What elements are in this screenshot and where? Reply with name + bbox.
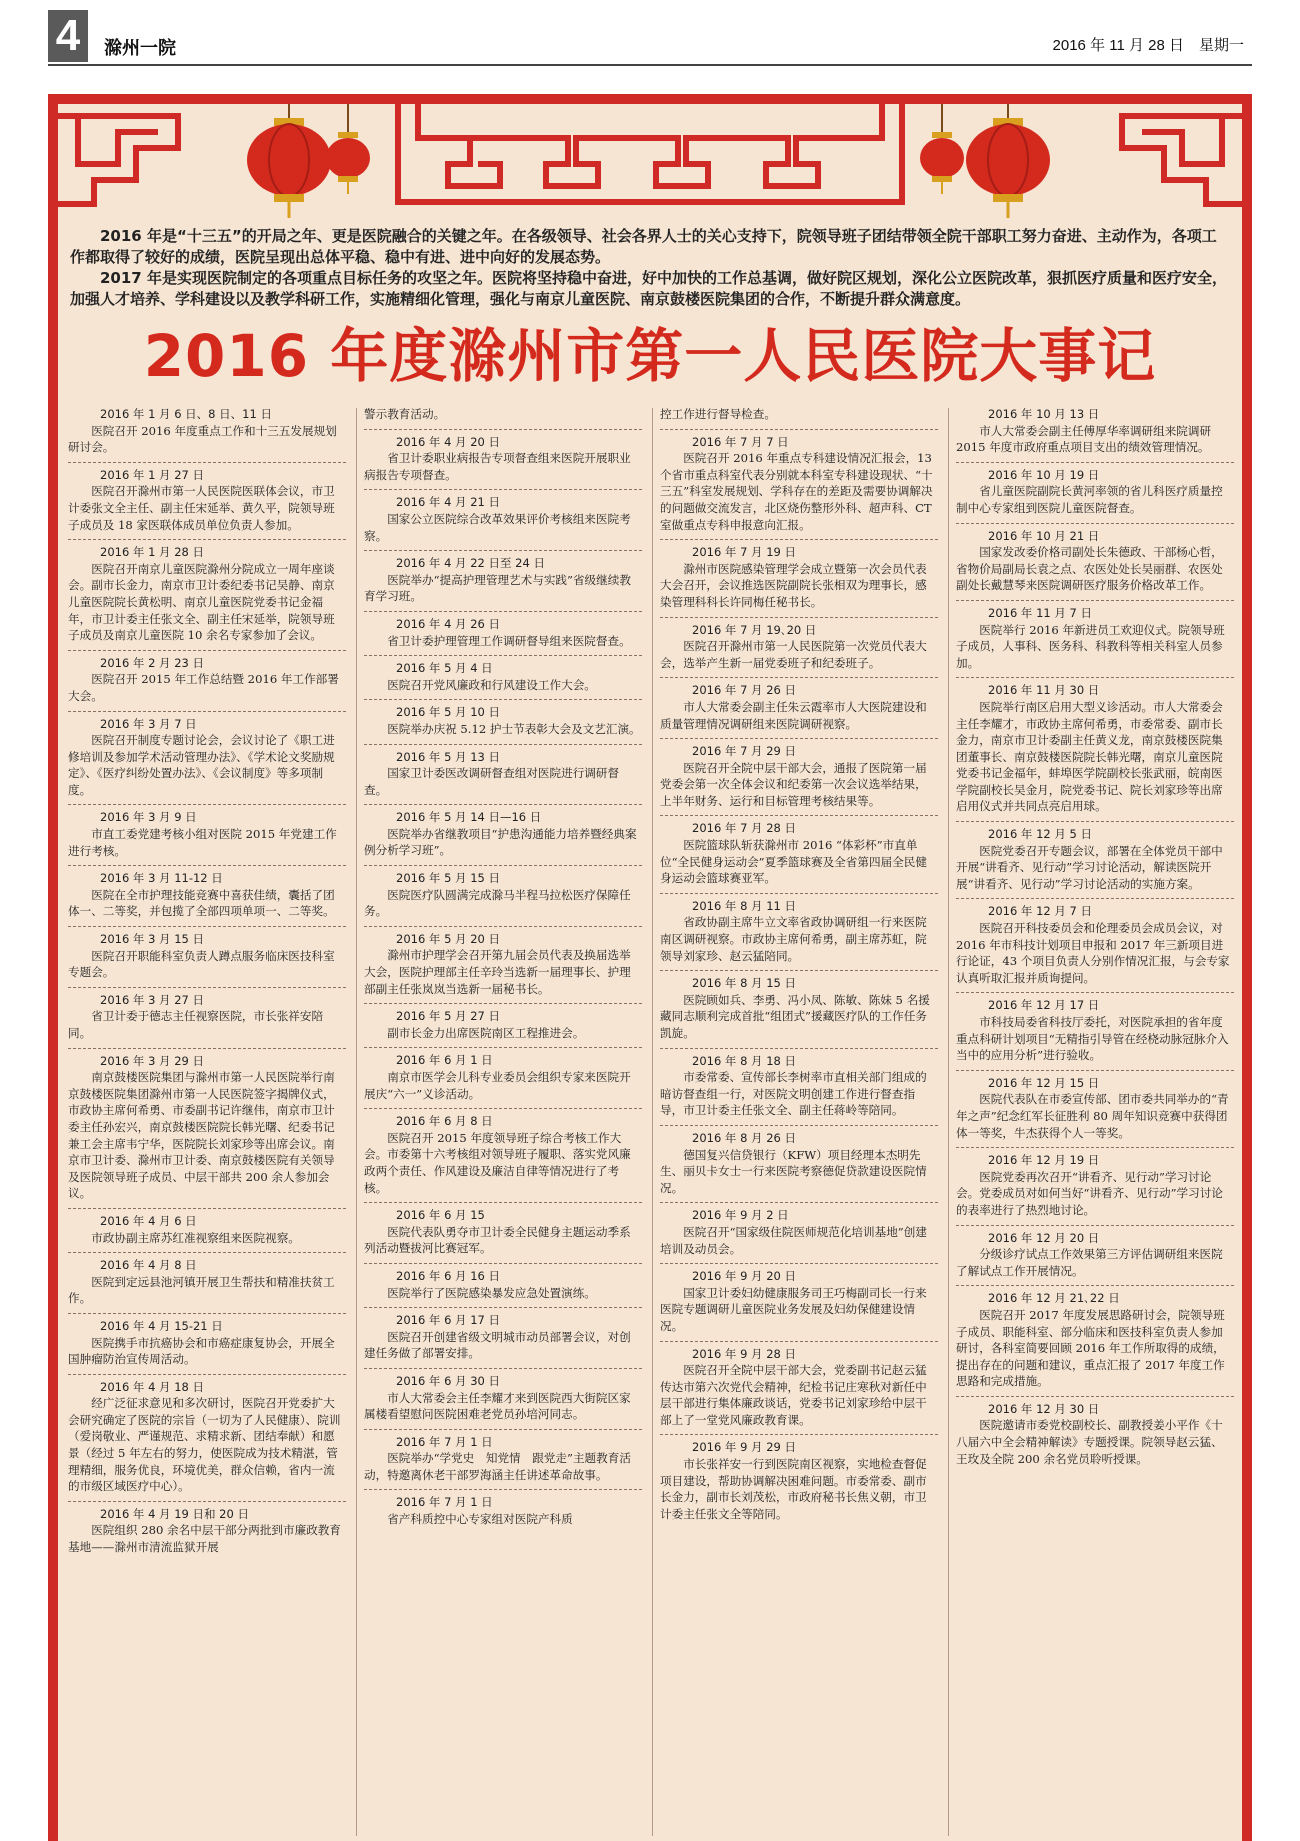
event-date: 2016 年 10 月 19 日 <box>988 467 1100 482</box>
event-date: 2016 年 11 月 30 日 <box>988 683 1100 698</box>
lantern-icon <box>247 104 331 218</box>
event-text: 滁州市护理学会召开第九届会员代表及换届选举大会，医院护理部主任辛玲当选新一届理事长、护理部副主任张岚岚当选新一届秘书长。 <box>364 948 631 996</box>
event-text: 市科技局委省科技厅委托，对医院承担的省年度重点科研计划项目“无精指引导管在经桡动脉冠脉介入当中的应用分析”进行验收。 <box>956 1015 1229 1063</box>
event-text: 国家卫计委医改调研督查组对医院进行调研督查。 <box>364 766 620 797</box>
column-divider <box>356 408 357 1836</box>
event-entry <box>364 1312 642 1362</box>
event-text: 医院篮球队斩获滁州市 2016 “体彩杯”市直单位“全民健身运动会”夏季篮球赛及全省第四届全民健身运动会篮球赛亚军。 <box>660 838 927 886</box>
event-date: 2016 年 8 月 26 日 <box>692 1130 796 1145</box>
event-date: 2016 年 9 月 20 日 <box>692 1269 796 1284</box>
event-text: 医院医疗队圆满完成滁马半程马拉松医疗保障任务。 <box>364 887 631 919</box>
event-date: 2016 年 12 月 21､22 日 <box>988 1291 1120 1306</box>
event-text: 市人大常委会副主任傅厚华率调研组来院调研 2015 年度市政府重点项目支出的绩效管理情况。 <box>956 423 1212 455</box>
event-text: 省卫计委于德志主任视察医院，市长张祥安陪同。 <box>68 1009 324 1040</box>
section-name: 滁州一院 <box>104 38 176 58</box>
event-text: 德国复兴信贷银行（KFW）项目经理本杰明先生、丽贝卡女士一行来医院考察德促贷款建设医院情况。 <box>660 1147 927 1195</box>
event-date: 2016 年 7 月 1 日 <box>396 1495 493 1510</box>
event-text: 医院党委再次召开“讲看齐、见行动”学习讨论会。党委成员对如何当好“讲看齐、见行动”学习讨论的表率进行了热烈地讨论。 <box>956 1169 1223 1217</box>
entry-divider <box>956 1285 1234 1286</box>
entry-divider <box>364 611 642 612</box>
event-entry <box>68 406 346 456</box>
event-entry <box>68 467 346 533</box>
event-date: 2016 年 6 月 8 日 <box>396 1114 493 1129</box>
intro-paragraphs <box>70 226 1230 310</box>
event-text: 医院召开 2015 年工作总结暨 2016 年工作部署大会。 <box>68 672 339 703</box>
event-date: 2016 年 7 月 28 日 <box>692 821 796 836</box>
event-entry <box>364 1008 642 1041</box>
event-date: 2016 年 12 月 5 日 <box>988 827 1092 842</box>
event-text: 医院召开全院中层干部大会，党委副书记赵云猛传达市第六次党代会精神，纪检书记庄寒秋对新任中层干部进行集体廉政谈话，党委书记刘家珍给中层干部上了一堂党风廉政教育课。 <box>660 1363 927 1427</box>
event-text: 医院召开 2017 年度发展思路研讨会，院领导班子成员、职能科室、部分临床和医技科室负责人参加研讨，各科室简要回顾 2016 年工作所取得的成绩，提出存在的问题和建议，重点汇报了 2017 年度工作思路和完成措施。 <box>956 1307 1225 1389</box>
event-entry <box>956 1401 1234 1467</box>
event-date: 2016 年 5 月 20 日 <box>396 931 500 946</box>
event-date: 2016 年 4 月 26 日 <box>396 616 500 631</box>
column-divider <box>948 408 949 1836</box>
event-text: 医院召开创建省级文明城市动员部署会议，对创建任务做了部署安排。 <box>364 1329 631 1361</box>
event-date: 2016 年 12 月 17 日 <box>988 998 1100 1013</box>
event-text: 经广泛征求意见和多次研讨，医院召开党委扩大会研究确定了医院的宗旨（一切为了人民健康）、院训（爱岗敬业、严谨规范、求精求新、团结奉献）和愿景（经过 5 年左右的努力，使医院成为技术精湛，管理精细，服务优良，环境优美，群众信赖，省内一流的市级区域医疗中心）。 <box>68 1396 341 1494</box>
event-entry <box>68 931 346 981</box>
event-date: 2016 年 1 月 27 日 <box>100 467 204 482</box>
event-entry <box>660 544 938 610</box>
entry-divider <box>364 1003 642 1004</box>
headline-title: 2016 年度滁州市第一人民医院大事记 <box>143 322 1157 390</box>
event-entry <box>956 406 1234 456</box>
entry-divider <box>364 699 642 700</box>
entry-divider <box>956 677 1234 678</box>
intro-paragraph: 2017 年是实现医院制定的各项重点目标任务的攻坚之年。医院将坚持稳中奋进，好中加快的工作总基调，做好院区规划，深化公立医院改革，狠抓医疗质量和医疗安全，加强人才培养、学科建设以及教学科研工作，实施精细化管理，强化与南京儿童医院、南京鼓楼医院集团的合作，不断提升群众满意度。 <box>70 269 1227 308</box>
event-text: 市委常委、宣传部长李树率市直相关部门组成的暗访督查组一行，对医院文明创建工作进行督查指导，市卫计委主任张文全、副主任蒋岭等陪同。 <box>660 1070 927 1118</box>
entry-divider <box>364 926 642 927</box>
entry-divider <box>660 815 938 816</box>
event-entry <box>364 1434 642 1484</box>
event-date: 2016 年 4 月 15-21 日 <box>100 1318 223 1333</box>
event-entry <box>364 809 642 859</box>
event-date: 2016 年 4 月 21 日 <box>396 495 500 510</box>
entry-divider <box>956 1396 1234 1397</box>
entry-divider <box>364 655 642 656</box>
event-date: 2016 年 10 月 13 日 <box>988 407 1100 421</box>
entry-divider <box>68 462 346 463</box>
event-entry <box>956 1075 1234 1141</box>
event-entry <box>660 1268 938 1334</box>
chronicle-columns <box>68 406 1236 1838</box>
event-date: 2016 年 3 月 9 日 <box>100 810 197 825</box>
entry-divider <box>68 1374 346 1375</box>
event-entry <box>364 1052 642 1102</box>
event-text: 医院代表队勇夺市卫计委全民健身主题运动季系列活动暨拔河比赛冠军。 <box>364 1224 631 1256</box>
entry-divider <box>68 1313 346 1314</box>
event-text: 省政协副主席牛立文率省政协调研组一行来医院南区调研视察。市政协主席何希勇，副主席苏虹，院领导刘家珍、赵云猛陪同。 <box>660 915 927 963</box>
event-date: 2016 年 7 月 26 日 <box>692 683 796 698</box>
event-date: 2016 年 5 月 27 日 <box>396 1009 500 1024</box>
entry-divider <box>364 1429 642 1430</box>
event-text: 省卫计委护理管理工作调研督导组来医院督查。 <box>387 633 631 648</box>
event-text: 医院携手市抗癌协会和市癌症康复协会，开展全国肿瘤防治宣传周活动。 <box>68 1335 335 1367</box>
event-text: 医院召开 2016 年重点专科建设情况汇报会，13 个省市重点科室代表分别就本科室专科建设现状、“十三五”科室发展规划、学科存在的差距及需要协调解决的问题做交流发言，北区烧伤整形外科、超声科、CT 室做重点专科申报意向汇报。 <box>660 451 933 532</box>
event-text: 医院举办“学党史 知党情 跟党走”主题教育活动，特邀离休老干部罗海涵主任讲述革命故事。 <box>364 1451 631 1482</box>
event-date: 2016 年 7 月 19 日 <box>692 545 796 560</box>
entry-divider <box>364 550 642 551</box>
event-text: 医院召开党风廉政和行风建设工作大会。 <box>387 677 596 692</box>
entry-divider <box>956 600 1234 601</box>
event-entry <box>660 622 938 672</box>
event-entry <box>956 682 1234 815</box>
event-text: 医院召开滁州市第一人民医院第一次党员代表大会，选举产生新一届党委班子和纪委班子。 <box>660 639 927 670</box>
event-text: 省儿童医院副院长黄河率领的省儿科医疗质量控制中心专家组到医院儿童医院督查。 <box>956 484 1223 515</box>
event-entry <box>68 1053 346 1202</box>
event-text: 医院党委召开专题会议，部署在全体党员干部中开展“讲看齐、见行动”学习讨论活动，解读医院开展“讲看齐、见行动”学习讨论活动的实施方案。 <box>956 843 1223 891</box>
event-text: 医院举办庆祝 5.12 护士节表彰大会及文艺汇演。 <box>387 721 641 736</box>
event-date: 2016 年 3 月 29 日 <box>100 1053 204 1068</box>
event-entry <box>364 1494 642 1527</box>
entry-divider <box>364 1047 642 1048</box>
event-date: 2016 年 12 月 19 日 <box>988 1153 1100 1168</box>
event-entry <box>68 1318 346 1368</box>
event-entry <box>364 1373 642 1423</box>
event-entry <box>956 997 1234 1063</box>
event-date: 2016 年 12 月 20 日 <box>988 1230 1100 1245</box>
intro-paragraph: 2016 年是“十三五”的开局之年、更是医院融合的关键之年。在各级领导、社会各界人士的关心支持下，院领导班子团结带领全院干部职工努力奋进、主动作为，各项工作都取得了较好的成绩，医院呈现出总体平稳、稳中有进、进中向好的发展态势。 <box>70 227 1217 266</box>
event-text: 医院召开 2015 年度领导班子综合考核工作大会。市委第十六考核组对领导班子履职、落实党风廉政两个责任、作风建设及廉洁自律等情况进行了考核。 <box>364 1130 631 1195</box>
event-entry <box>364 494 642 544</box>
event-text: 医院组织 280 余名中层干部分两批到市廉政教育基地——滁州市清流监狱开展 <box>68 1523 341 1555</box>
entry-divider <box>364 744 642 745</box>
event-text: 市人大常委会主任李耀才来到医院西大街院区家属楼看望慰问医院困难老党员孙培河同志。 <box>364 1390 631 1422</box>
event-text: 医院举行了医院感染暴发应急处置演练。 <box>387 1285 596 1300</box>
event-column <box>660 406 938 1838</box>
event-entry <box>364 931 642 997</box>
page-header <box>48 10 1252 66</box>
entry-divider <box>660 539 938 540</box>
entry-divider <box>68 926 346 927</box>
event-text: 医院召开滁州市第一人民医院医联体会议，市卫计委张文全主任、副主任宋延举、黄久平，院领导班子成员及 18 家医联体成员单位负责人参加。 <box>68 484 335 532</box>
event-entry <box>660 820 938 886</box>
event-date: 2016 年 12 月 30 日 <box>988 1401 1100 1416</box>
lantern-icon <box>920 104 964 194</box>
event-text: 滁州市医院感染管理学会成立暨第一次会员代表大会召开，会议推选医院副院长张相双为理事长，感染管理科科长许同梅任秘书长。 <box>660 561 927 609</box>
event-date: 2016 年 9 月 2 日 <box>692 1208 789 1223</box>
event-date: 2016 年 4 月 6 日 <box>100 1213 197 1228</box>
entry-divider <box>660 1434 938 1435</box>
event-entry <box>68 1379 346 1495</box>
entry-divider <box>364 1489 642 1490</box>
issue-date: 2016 年 11 月 28 日 星期一 <box>1052 37 1244 54</box>
event-text: 医院召开全院中层干部大会，通报了医院第一届党委会第一次全体会议和纪委第一次会议选举结果，上半年财务、运行和目标管理考核结果等。 <box>660 760 927 808</box>
entry-divider <box>660 1202 938 1203</box>
page-number: 4 <box>48 10 88 62</box>
event-text: 医院召开 2016 年度重点工作和十三五发展规划研讨会。 <box>68 423 337 455</box>
event-entry <box>660 682 938 732</box>
entry-divider <box>68 1252 346 1253</box>
event-date: 2016 年 5 月 10 日 <box>396 705 500 720</box>
event-text: 国家卫计委妇幼健康服务司王巧梅副司长一行来医院专题调研儿童医院业务发展及妇幼保健建设情况。 <box>660 1285 927 1333</box>
event-entry <box>660 406 938 423</box>
event-text: 医院召开南京儿童医院滁州分院成立一周年座谈会。副市长金力，南京市卫计委纪委书记吴静、南京儿童医院院长黄松明、南京儿童医院党委书记金福年，市卫计委主任张文全、副主任宋延举，院领导班子成员及南京儿童医院 10 余名专家参加了会议。 <box>68 561 335 643</box>
event-text: 国家公立医院综合改革效果评价考核组来医院考察。 <box>364 511 631 543</box>
event-text: 控工作进行督导检查。 <box>660 407 776 421</box>
event-entry <box>364 1113 642 1196</box>
entry-divider <box>956 898 1234 899</box>
event-entry <box>660 1053 938 1119</box>
entry-divider <box>956 462 1234 463</box>
event-date: 2016 年 12 月 15 日 <box>988 1075 1100 1090</box>
event-date: 2016 年 3 月 15 日 <box>100 932 204 947</box>
event-date: 2016 年 12 月 7 日 <box>988 904 1092 919</box>
event-entry <box>364 434 642 484</box>
event-text: 市政协副主席苏红准视察组来医院视察。 <box>91 1230 300 1245</box>
event-entry <box>660 975 938 1041</box>
event-entry <box>68 655 346 705</box>
entry-divider <box>660 1048 938 1049</box>
event-date: 2016 年 2 月 23 日 <box>100 655 204 670</box>
event-date: 2016 年 1 月 28 日 <box>100 545 204 560</box>
event-entry <box>68 992 346 1042</box>
event-entry <box>68 870 346 920</box>
entry-divider <box>68 650 346 651</box>
entry-divider <box>660 738 938 739</box>
event-text: 南京鼓楼医院集团与滁州市第一人民医院举行南京鼓楼医院集团滁州市第一人民医院签字揭牌仪式，市政协主席何希勇、市委副书记许继伟，南京市卫计委主任孙宏兴，南京鼓楼医院院长韩光曙、纪委书记兼工会主席韦宁华，医院院长刘家珍等出席会议。南京市卫计委、滁州市卫计委、南京鼓楼医院有关领导及医院领导班子成员、中层干部共 200 余人参加会议。 <box>68 1070 335 1201</box>
event-date: 2016 年 8 月 15 日 <box>692 976 796 991</box>
event-text: 医院在全市护理技能竞赛中喜获佳绩，囊括了团体一、二等奖，并包揽了全部四项单项一、二等奖。 <box>68 887 335 919</box>
event-entry <box>364 1268 642 1301</box>
event-text: 医院代表队在市委宣传部、团市委共同举办的“青年之声”纪念红军长征胜利 80 周年知识竞赛中获得团体一等奖，牛杰获得个人一等奖。 <box>956 1092 1229 1140</box>
event-entry <box>364 616 642 649</box>
event-text: 副市长金力出席医院南区工程推进会。 <box>387 1025 585 1040</box>
event-date: 2016 年 1 月 6 日、8 日、11 日 <box>100 407 272 421</box>
event-text: 医院邀请市委党校副校长、副教授姜小平作《十八届六中全会精神解读》专题授课。院领导赵云猛、王玫及全院 200 余名党员聆听授课。 <box>956 1418 1223 1466</box>
event-entry <box>68 1213 346 1246</box>
entry-divider <box>956 992 1234 993</box>
event-text: 医院举行 2016 年新进员工欢迎仪式。院领导班子成员，人事科、医务科、科教科等相关科室人员参加。 <box>956 622 1225 670</box>
event-date: 2016 年 11 月 7 日 <box>988 605 1092 620</box>
event-date: 2016 年 5 月 4 日 <box>396 661 493 676</box>
event-entry <box>364 870 642 920</box>
event-entry <box>660 1130 938 1196</box>
content-panel <box>58 104 1242 1841</box>
event-entry <box>68 1257 346 1307</box>
event-date: 2016 年 6 月 17 日 <box>396 1313 500 1328</box>
event-text: 医院举行南区启用大型义诊活动。市人大常委会主任李耀才，市政协主席何希勇，市委常委、副市长金力，南京市卫计委副主任黄义龙，南京鼓楼医院集团董事长、南京鼓楼医院院长韩光曙，南京儿童医院党委书记金福年，蚌埠医学院副校长张武丽，皖南医学院副校长吴金月，院党委书记、院长刘家珍等出席启用仪式并共同点亮启用球。 <box>956 699 1223 814</box>
event-text: 分级诊疗试点工作效果第三方评估调研组来医院了解试点工作开展情况。 <box>956 1247 1223 1278</box>
event-text: 医院召开职能科室负责人蹲点服务临床医技科室专题会。 <box>68 948 335 980</box>
entry-divider <box>68 865 346 866</box>
entry-divider <box>68 1048 346 1049</box>
event-date: 2016 年 7 月 7 日 <box>692 434 789 449</box>
event-date: 2016 年 8 月 11 日 <box>692 898 796 913</box>
entry-divider <box>660 970 938 971</box>
event-entry <box>364 406 642 423</box>
event-date: 2016 年 8 月 18 日 <box>692 1053 796 1068</box>
entry-divider <box>956 1147 1234 1148</box>
event-text: 国家发改委价格司副处长朱德政、干部杨心哲，省物价局副局长袁之点、农医处处长吴丽群、农医处副处长戴慧琴来医院调研医疗服务价格改革工作。 <box>956 545 1223 593</box>
event-column <box>364 406 642 1838</box>
event-date: 2016 年 3 月 27 日 <box>100 992 204 1007</box>
event-entry <box>956 1152 1234 1218</box>
event-entry <box>956 467 1234 517</box>
event-date: 2016 年 10 月 21 日 <box>988 528 1100 543</box>
event-text: 医院举办省继教项目“护患沟通能力培养暨经典案例分析学习班”。 <box>364 826 637 858</box>
event-entry <box>660 743 938 809</box>
entry-divider <box>68 804 346 805</box>
event-date: 2016 年 7 月 1 日 <box>396 1434 493 1449</box>
event-entry <box>956 903 1234 986</box>
event-date: 2016 年 6 月 16 日 <box>396 1268 500 1283</box>
event-entry <box>660 1346 938 1429</box>
event-date: 2016 年 5 月 14 日—16 日 <box>396 810 542 825</box>
event-entry <box>68 809 346 859</box>
header-rule <box>48 64 1252 66</box>
entry-divider <box>68 1501 346 1502</box>
entry-divider <box>660 1341 938 1342</box>
entry-divider <box>364 1202 642 1203</box>
event-date: 2016 年 9 月 29 日 <box>692 1440 796 1455</box>
event-column <box>956 406 1234 1838</box>
event-entry <box>660 1439 938 1522</box>
event-date: 2016 年 5 月 13 日 <box>396 749 500 764</box>
event-text: 南京市医学会儿科专业委员会组织专家来医院开展庆“六一”义诊活动。 <box>364 1070 631 1101</box>
event-entry <box>364 660 642 693</box>
event-entry <box>364 1207 642 1257</box>
event-entry <box>956 1290 1234 1390</box>
event-date: 2016 年 5 月 15 日 <box>396 871 500 886</box>
event-date: 2016 年 3 月 11-12 日 <box>100 871 223 886</box>
event-date: 2016 年 4 月 8 日 <box>100 1258 197 1273</box>
event-entry <box>956 528 1234 594</box>
entry-divider <box>364 804 642 805</box>
event-date: 2016 年 7 月 19､20 日 <box>692 622 817 637</box>
event-column <box>68 406 346 1838</box>
event-entry <box>68 544 346 644</box>
event-date: 2016 年 6 月 30 日 <box>396 1373 500 1388</box>
event-text: 省产科质控中心专家组对医院产科质 <box>387 1512 573 1527</box>
entry-divider <box>660 617 938 618</box>
event-entry <box>660 898 938 964</box>
event-entry <box>364 704 642 737</box>
column-divider <box>652 408 653 1836</box>
lantern-icon <box>326 104 370 194</box>
event-date: 2016 年 4 月 18 日 <box>100 1379 204 1394</box>
event-entry <box>364 749 642 799</box>
entry-divider <box>68 711 346 712</box>
event-text: 市直工委党建考核小组对医院 2015 年党建工作进行考核。 <box>68 827 337 858</box>
event-text: 警示教育活动。 <box>364 407 446 421</box>
entry-divider <box>364 1108 642 1109</box>
event-text: 医院召开制度专题讨论会，会议讨论了《职工进修培训及参加学术活动管理办法》、《学术论文奖励规定》、《医疗纠纷处置办法》、《会议制度》等多项制度。 <box>68 733 335 797</box>
entry-divider <box>956 523 1234 524</box>
lantern-icon <box>966 104 1050 218</box>
lattice-lantern-decoration <box>58 104 1242 222</box>
event-entry <box>68 716 346 799</box>
event-text: 市人大常委会副主任朱云霞率市人大医院建设和质量管理情况调研组来医院调研视察。 <box>660 699 927 731</box>
entry-divider <box>956 821 1234 822</box>
event-entry <box>660 1207 938 1257</box>
event-text: 医院召开“国家级住院医师规范化培训基地”创建培训及动员会。 <box>660 1224 927 1256</box>
event-text: 市长张祥安一行到医院南区视察，实地检查督促项目建设，帮助协调解决困难问题。市委常委、副市长金力，副市长刘茂松，市政府秘书长焦义朝，市卫计委主任张文全等陪同。 <box>660 1457 927 1521</box>
event-text: 医院召开科技委员会和伦理委员会成员会议，对 2016 年市科技计划项目申报和 2017 年三新项目进行论证，43 个项目负责人分别作情况汇报，与会专家认真听取汇报并质询提问。 <box>956 921 1230 985</box>
event-date: 2016 年 6 月 15 <box>396 1208 485 1223</box>
event-date: 2016 年 3 月 7 日 <box>100 716 197 731</box>
event-date: 2016 年 4 月 19 日和 20 日 <box>100 1506 249 1521</box>
event-date: 2016 年 7 月 29 日 <box>692 744 796 759</box>
event-text: 省卫计委职业病报告专项督查组来医院开展职业病报告专项督查。 <box>364 451 631 482</box>
entry-divider <box>660 893 938 894</box>
entry-divider <box>68 987 346 988</box>
event-date: 2016 年 4 月 20 日 <box>396 434 500 449</box>
event-entry <box>956 826 1234 892</box>
entry-divider <box>364 1263 642 1264</box>
entry-divider <box>364 865 642 866</box>
entry-divider <box>956 1225 1234 1226</box>
entry-divider <box>660 1125 938 1126</box>
entry-divider <box>660 429 938 430</box>
entry-divider <box>660 677 938 678</box>
event-entry <box>660 434 938 534</box>
event-text: 医院顾如兵、李勇、冯小凤、陈敏、陈妹 5 名援藏同志顺利完成首批“组团式”援藏医疗队的工作任务凯旋。 <box>660 992 930 1040</box>
event-entry <box>364 555 642 605</box>
entry-divider <box>364 1368 642 1369</box>
entry-divider <box>364 429 642 430</box>
event-entry <box>956 605 1234 671</box>
event-date: 2016 年 6 月 1 日 <box>396 1053 493 1068</box>
event-text: 医院到定远县池河镇开展卫生帮扶和精准扶贫工作。 <box>68 1274 335 1306</box>
entry-divider <box>660 1263 938 1264</box>
entry-divider <box>68 539 346 540</box>
entry-divider <box>956 1070 1234 1071</box>
red-border-frame <box>48 94 1252 1841</box>
event-date: 2016 年 9 月 28 日 <box>692 1346 796 1361</box>
entry-divider <box>364 1307 642 1308</box>
entry-divider <box>68 1208 346 1209</box>
event-entry <box>956 1230 1234 1280</box>
event-text: 医院举办“提高护理管理艺术与实践”省级继续教育学习班。 <box>364 572 631 604</box>
entry-divider <box>364 489 642 490</box>
event-date: 2016 年 4 月 22 日至 24 日 <box>396 556 545 571</box>
event-entry <box>68 1506 346 1556</box>
